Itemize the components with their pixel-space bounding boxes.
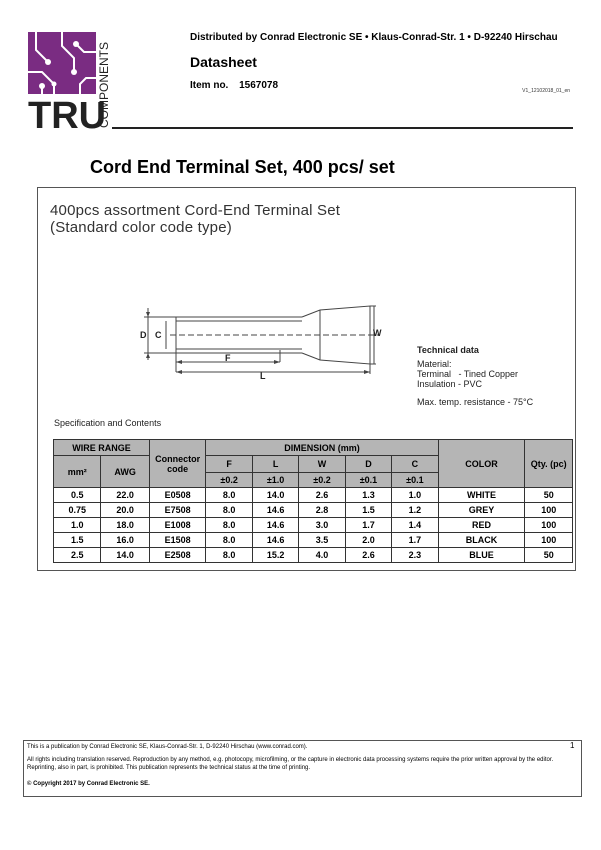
table-cell: 15.2 — [252, 548, 298, 563]
footer-rights: All rights including translation reserved. Reproduction by any method, e.g. photocopy, microfilming, or the capture in electronic data processing systems require the prior written approval by the editor. Reprinting, also in part, is prohibited. This publication represents the technical status at the time of printing. — [27, 757, 554, 771]
table-cell: 1.5 — [54, 533, 101, 548]
table-cell: 1.3 — [345, 488, 391, 503]
header-color: COLOR — [438, 440, 525, 488]
item-number-line — [190, 80, 286, 91]
table-cell: 2.0 — [345, 533, 391, 548]
table-cell: 8.0 — [206, 503, 252, 518]
item-number: 1567078 — [239, 80, 279, 91]
terminal-dimension-drawing — [130, 300, 390, 380]
table-cell: 2.3 — [392, 548, 438, 563]
table-cell: 2.5 — [54, 548, 101, 563]
doc-type: Datasheet — [190, 54, 257, 70]
specification-table — [53, 439, 573, 563]
tech-material: Material: — [417, 359, 452, 369]
table-cell: 100 — [525, 533, 573, 548]
header-dim-w: W — [299, 456, 345, 473]
dim-label-f: F — [225, 353, 231, 363]
table-cell: 0.5 — [54, 488, 101, 503]
dim-label-d: D — [140, 330, 147, 340]
tru-components-logo — [28, 32, 113, 130]
table-cell: BLACK — [438, 533, 525, 548]
dim-label-l: L — [260, 371, 266, 380]
header-dim-d: D — [345, 456, 391, 473]
table-cell: 14.0 — [252, 488, 298, 503]
tolerance-c: ±0.1 — [392, 473, 438, 488]
table-cell: 1.0 — [392, 488, 438, 503]
table-cell: 14.6 — [252, 503, 298, 518]
table-row — [54, 533, 573, 548]
table-cell: 1.0 — [54, 518, 101, 533]
table-cell: 14.6 — [252, 533, 298, 548]
header-qty: Qty. (pc) — [525, 440, 573, 488]
table-cell: 0.75 — [54, 503, 101, 518]
table-cell: 1.7 — [345, 518, 391, 533]
header-dim-c: C — [392, 456, 438, 473]
header-wire-range: WIRE RANGE — [54, 440, 150, 456]
tolerance-w: ±0.2 — [299, 473, 345, 488]
header-dim-f: F — [206, 456, 252, 473]
table-cell: 1.7 — [392, 533, 438, 548]
table-cell: 4.0 — [299, 548, 345, 563]
table-cell: 8.0 — [206, 548, 252, 563]
header-divider — [112, 127, 573, 129]
table-cell: 18.0 — [101, 518, 149, 533]
table-cell: RED — [438, 518, 525, 533]
figure-heading-line2: (Standard color code type) — [50, 219, 232, 236]
table-cell: GREY — [438, 503, 525, 518]
page-number: 1 — [570, 741, 575, 750]
version-code: V1_12102018_01_en — [522, 88, 570, 94]
table-cell: BLUE — [438, 548, 525, 563]
table-cell: 14.0 — [101, 548, 149, 563]
table-cell: 22.0 — [101, 488, 149, 503]
tolerance-f: ±0.2 — [206, 473, 252, 488]
table-cell: E2508 — [149, 548, 206, 563]
dim-label-w: W — [373, 328, 382, 338]
logo-brand: TRU — [28, 95, 107, 130]
technical-data-title: Technical data — [417, 345, 479, 355]
tech-temperature: Max. temp. resistance - 75°C — [417, 397, 534, 407]
tolerance-l: ±1.0 — [252, 473, 298, 488]
tolerance-d: ±0.1 — [345, 473, 391, 488]
table-cell: E1508 — [149, 533, 206, 548]
table-cell: 2.6 — [299, 488, 345, 503]
technical-data-material — [417, 359, 518, 389]
table-cell: 1.2 — [392, 503, 438, 518]
table-row — [54, 488, 573, 503]
footer-publisher: This is a publication by Conrad Electronic SE, Klaus-Conrad-Str. 1, D-92240 Hirschau (www.conrad.com). — [27, 744, 308, 750]
table-cell: 20.0 — [101, 503, 149, 518]
table-cell: 50 — [525, 548, 573, 563]
table-cell: 100 — [525, 518, 573, 533]
table-cell: E1008 — [149, 518, 206, 533]
specification-table-body — [54, 488, 573, 563]
table-cell: 8.0 — [206, 518, 252, 533]
table-cell: 1.4 — [392, 518, 438, 533]
dim-label-c: C — [155, 330, 162, 340]
logo-sub: COMPONENTS — [97, 41, 111, 128]
table-cell: 1.5 — [345, 503, 391, 518]
table-row — [54, 548, 573, 563]
footer-copyright: © Copyright 2017 by Conrad Electronic SE. — [27, 781, 150, 787]
header-connector-code: Connector code — [149, 440, 206, 488]
table-cell: 8.0 — [206, 533, 252, 548]
item-label: Item no. — [190, 80, 229, 91]
table-cell: 3.5 — [299, 533, 345, 548]
header-dim-l: L — [252, 456, 298, 473]
table-cell: 50 — [525, 488, 573, 503]
table-cell: E7508 — [149, 503, 206, 518]
table-cell: WHITE — [438, 488, 525, 503]
table-cell: 8.0 — [206, 488, 252, 503]
header-mm2: mm² — [54, 456, 101, 488]
header-dimension: DIMENSION (mm) — [206, 440, 438, 456]
figure-heading-line1: 400pcs assortment Cord-End Terminal Set — [50, 202, 341, 219]
table-cell: 100 — [525, 503, 573, 518]
specification-title: Specification and Contents — [54, 418, 162, 428]
table-cell: 3.0 — [299, 518, 345, 533]
page-title: Cord End Terminal Set, 400 pcs/ set — [90, 157, 395, 177]
header-awg: AWG — [101, 456, 149, 488]
table-cell: 16.0 — [101, 533, 149, 548]
table-row — [54, 518, 573, 533]
tech-insulation: Insulation - PVC — [417, 379, 483, 389]
table-cell: 2.8 — [299, 503, 345, 518]
table-cell: 2.6 — [345, 548, 391, 563]
table-row — [54, 503, 573, 518]
table-cell: E0508 — [149, 488, 206, 503]
distributor-line: Distributed by Conrad Electronic SE • Klaus-Conrad-Str. 1 • D-92240 Hirschau — [190, 32, 558, 43]
tech-terminal: Terminal - Tined Copper — [417, 369, 519, 379]
table-cell: 14.6 — [252, 518, 298, 533]
